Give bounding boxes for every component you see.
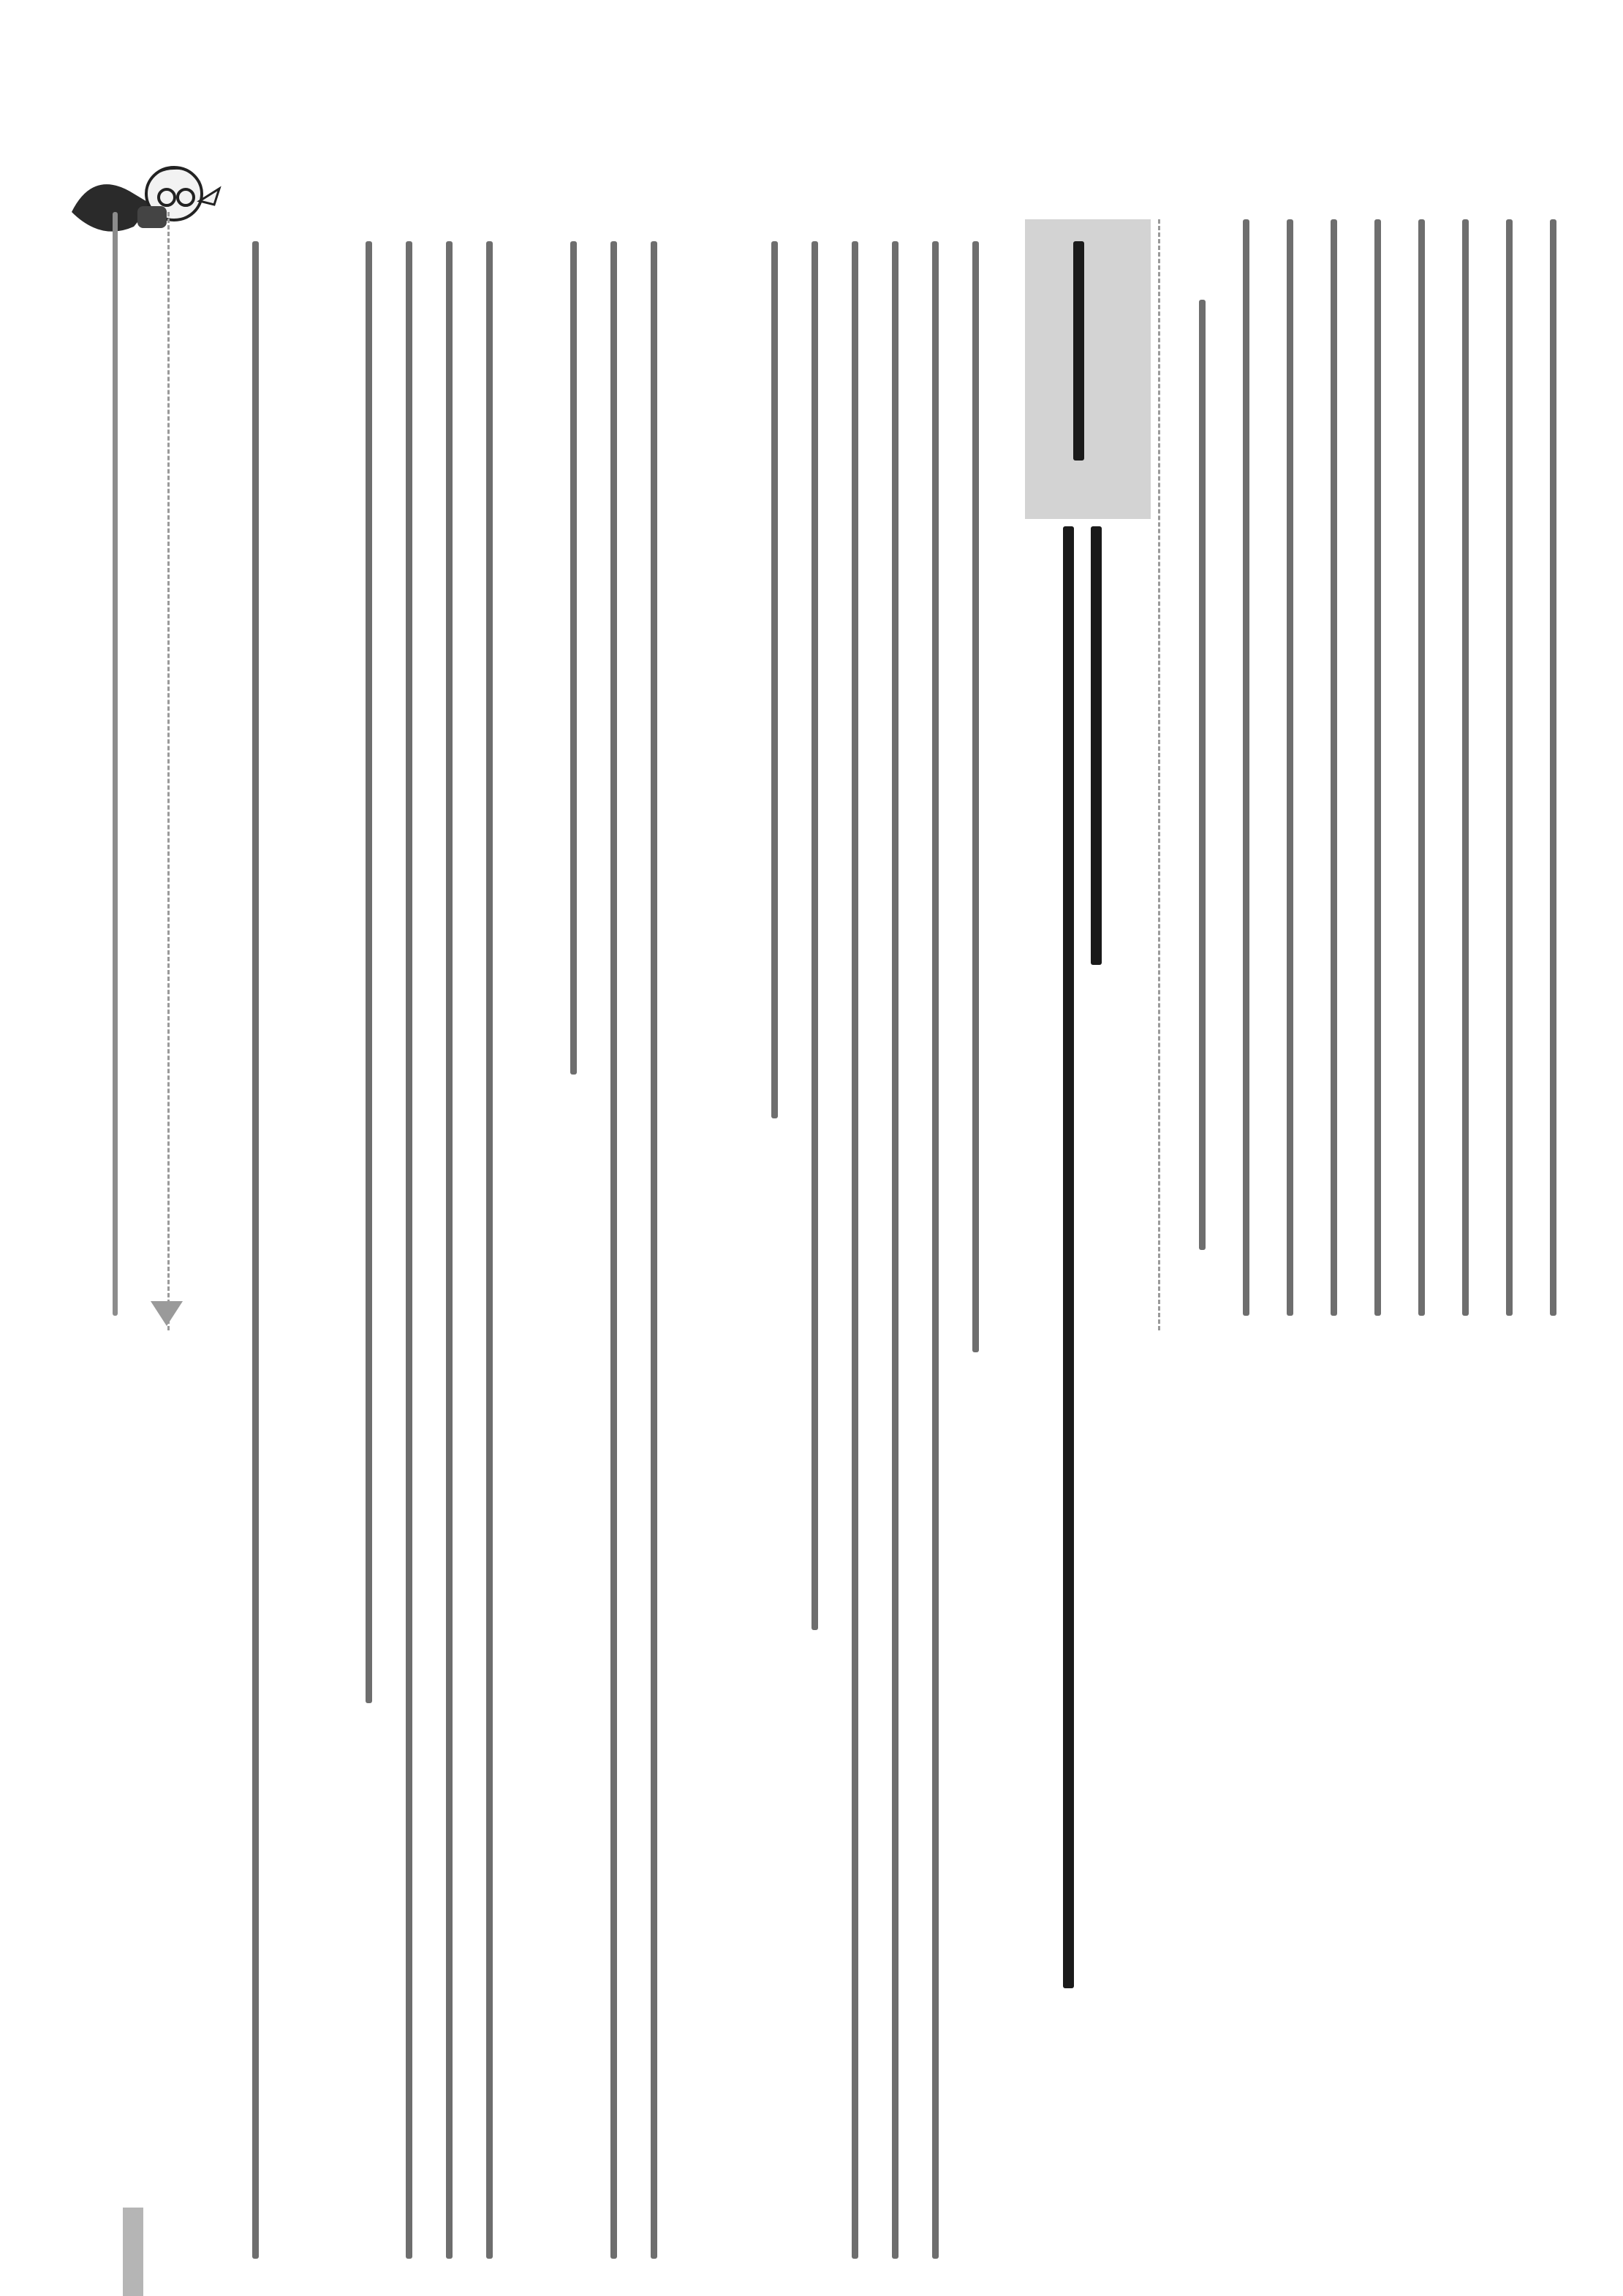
- triangle-icon: [151, 1301, 183, 1326]
- mascot-illustration: [64, 124, 225, 249]
- title-number-box: [1025, 219, 1151, 519]
- footer-divider: [167, 212, 170, 1330]
- page-edge-marker: [123, 2208, 143, 2296]
- body-text: [219, 241, 1009, 2273]
- title: [1025, 526, 1113, 2061]
- running-header: [108, 212, 123, 1396]
- flying-boy-icon: [64, 124, 225, 249]
- intro-paragraph: [1199, 219, 1608, 1316]
- section-divider: [1158, 219, 1160, 1330]
